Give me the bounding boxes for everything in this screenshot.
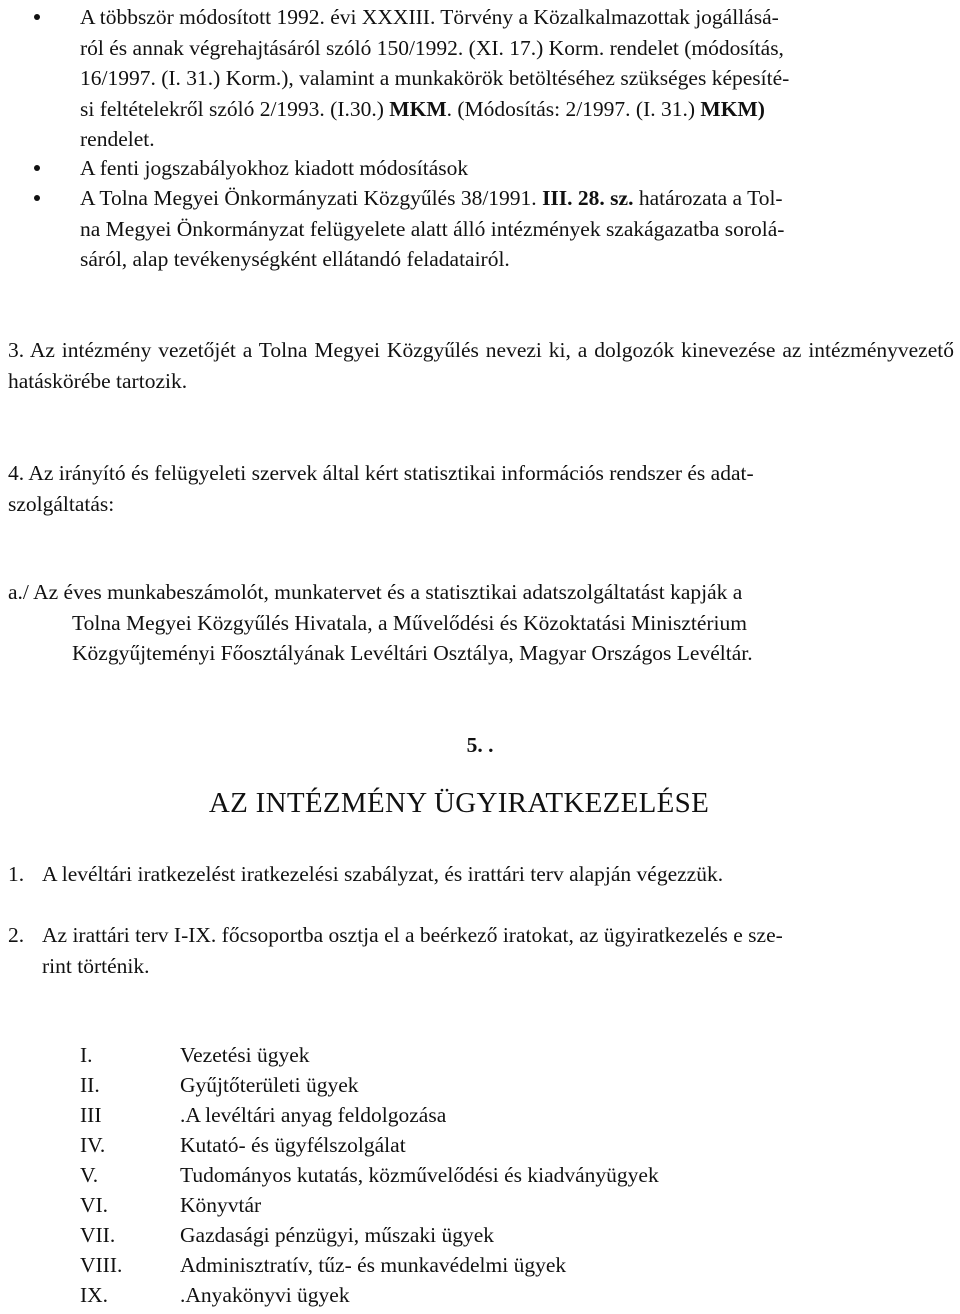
bullet-icon — [34, 195, 40, 201]
rule-text: rint történik. — [42, 953, 150, 978]
bullet-line — [80, 183, 952, 214]
plan-roman-number: II. — [80, 1073, 100, 1097]
plan-roman-number: IX. — [80, 1283, 109, 1307]
rule-text: A levéltári iratkezelést iratkezelési szabályzat, és irattári terv alapján végezzük. — [42, 862, 724, 886]
plan-label: Gazdasági pénzügyi, műszaki ügyek — [180, 1223, 495, 1247]
text-run-bold: MKM) — [700, 96, 765, 121]
text-run: . (Módosítás: 2/1997. (I. 31.) — [446, 96, 701, 121]
text-run: A Tolna Megyei Önkormányzati Közgyűlés 38/1991. — [80, 186, 543, 210]
text-run-bold: MKM — [389, 96, 447, 121]
plan-label: Tudományos kutatás, közművelődési és kiadványügyek — [180, 1163, 659, 1187]
paragraph-line: a./ Az éves munkabeszámolót, munkatervet és a statisztikai adatszolgáltatást kapják a — [8, 580, 743, 604]
plan-roman-number: III — [80, 1103, 102, 1127]
plan-label: .A levéltári anyag feldolgozása — [180, 1103, 447, 1127]
plan-label: Könyvtár — [180, 1193, 262, 1217]
plan-label: Kutató- és ügyfélszolgálat — [180, 1133, 406, 1157]
section-title: AZ INTÉZMÉNY ÜGYIRATKEZELÉSE — [208, 787, 710, 819]
rule-number: 2. — [8, 923, 25, 947]
plan-label: Vezetési ügyek — [180, 1043, 310, 1067]
bullet-line: ról és annak végrehajtásáról szóló 150/1992. (XI. 17.) Korm. rendelet (módosítás, — [80, 35, 784, 60]
bullet-icon — [34, 14, 40, 20]
section-number: 5. . — [466, 733, 494, 757]
text-run-bold: III. 28. — [542, 186, 605, 210]
text-run: határozata a Tol- — [633, 186, 783, 210]
plan-label: Adminisztratív, tűz- és munkavédelmi ügyek — [180, 1253, 567, 1277]
bullet-line: rendelet. — [80, 127, 155, 151]
paragraph-line: Tolna Megyei Közgyűlés Hivatala, a Művelődési és Közoktatási Minisztérium — [72, 610, 747, 635]
plan-label: .Anyakönyvi ügyek — [180, 1283, 350, 1307]
paragraph-4-line: szolgáltatás: — [8, 491, 115, 516]
paragraph-line: Közgyűjteményi Főosztályának Levéltári Osztálya, Magyar Országos Levéltár. — [72, 641, 753, 665]
plan-roman-number: IV. — [80, 1133, 106, 1157]
plan-roman-number: VI. — [80, 1193, 109, 1217]
rule-text: Az irattári terv I-IX. főcsoportba osztja el a beérkező iratokat, az ügyiratkezelés e sze- — [42, 923, 783, 947]
plan-roman-number: VIII. — [80, 1253, 123, 1277]
bullet-line: na Megyei Önkormányzat felügyelete alatt álló intézmények szakágazatba sorolá- — [80, 216, 785, 241]
bullet-line: 16/1997. (I. 31.) Korm.), valamint a munkakörök betöltéséhez szükséges képesíté- — [80, 66, 790, 90]
bullet-line: A fenti jogszabályokhoz kiadott módosítások — [80, 155, 469, 180]
plan-roman-number: VII. — [80, 1223, 116, 1247]
paragraph-3: 3. Az intézmény vezetőjét a Tolna Megyei Közgyűlés nevezi ki, a dolgozók kinevezése az intézményvezető hatáskörébe tartozik. — [8, 338, 954, 393]
bullet-line — [80, 94, 952, 125]
bullet-line: sáról, alap tevékenységként ellátandó feladatairól. — [80, 247, 510, 271]
plan-roman-number: I. — [80, 1043, 93, 1067]
plan-roman-number: V. — [80, 1163, 99, 1187]
plan-label: Gyűjtőterületi ügyek — [180, 1073, 359, 1097]
bullet-line: A többször módosított 1992. évi XXXIII. Törvény a Közalkalmazottak jogállásá- — [80, 5, 779, 29]
text-run-bold: sz. — [610, 186, 634, 210]
text-run: si feltételekről szóló 2/1993. (I.30.) — [80, 96, 390, 121]
bullet-icon — [34, 165, 40, 171]
paragraph-4-line: 4. Az irányító és felügyeleti szervek által kért statisztikai információs rendszer és adat- — [8, 461, 754, 485]
rule-number: 1. — [8, 862, 25, 886]
